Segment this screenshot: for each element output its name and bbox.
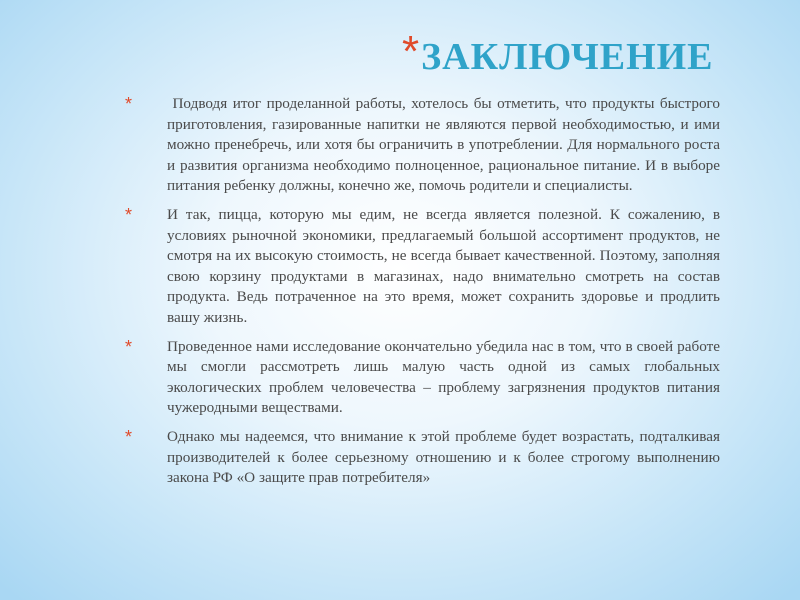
bullet-text: Проведенное нами исследование окончательно убедила нас в том, что в своей работе мы смогли рассмотреть лишь малую часть одной из самых глобальных экологических проблем человечества – проблему загрязнения продуктов питания чужеродными веществами. [167, 337, 720, 417]
bullet-text: И так, пицца, которую мы едим, не всегда является полезной. К сожалению, в условиях рыночной экономики, предлагаемый большой ассортимент продуктов, не смотря на их высокую стоимость, не всегда бывает качественной. Поэтому, заполняя свою корзину продуктами в магазинах, надо внимательно смотреть на состав продукта. Ведь потраченное на это время, может сохранить здоровье и продлить вашу жизнь. [167, 205, 720, 326]
bullet-text: Однако мы надеемся, что внимание к этой проблеме будет возрастать, подталкивая производителей к более серьезному отношению и к более строгому выполнению закона РФ «О защите прав потребителя» [167, 427, 720, 487]
asterisk-bullet-icon: * [125, 426, 133, 447]
asterisk-bullet-icon: * [125, 336, 133, 357]
bullet-item [125, 337, 720, 419]
bullet-item [125, 427, 720, 489]
title-row [402, 27, 714, 84]
bullet-text: Подводя итог проделанной работы, хотелось бы отметить, что продукты быстрого приготовления, газированные напитки не являются первой необходимостью, и ими можно пренебречь, или хотя бы ограничить в употреблении. Для нормального роста и развития организма необходимо полноценное, рациональное питание. И в выборе питания ребенку должны, конечно же, помочь родители и специалисты. [167, 95, 724, 195]
asterisk-bullet-icon: * [125, 94, 133, 114]
title-asterisk-icon: * [402, 27, 420, 76]
bullet-item [125, 94, 724, 197]
bullet-item [125, 205, 720, 329]
slide-content [125, 94, 724, 497]
slide-title: ЗАКЛЮЧЕНИЕ [421, 36, 714, 78]
asterisk-bullet-icon: * [125, 204, 133, 225]
